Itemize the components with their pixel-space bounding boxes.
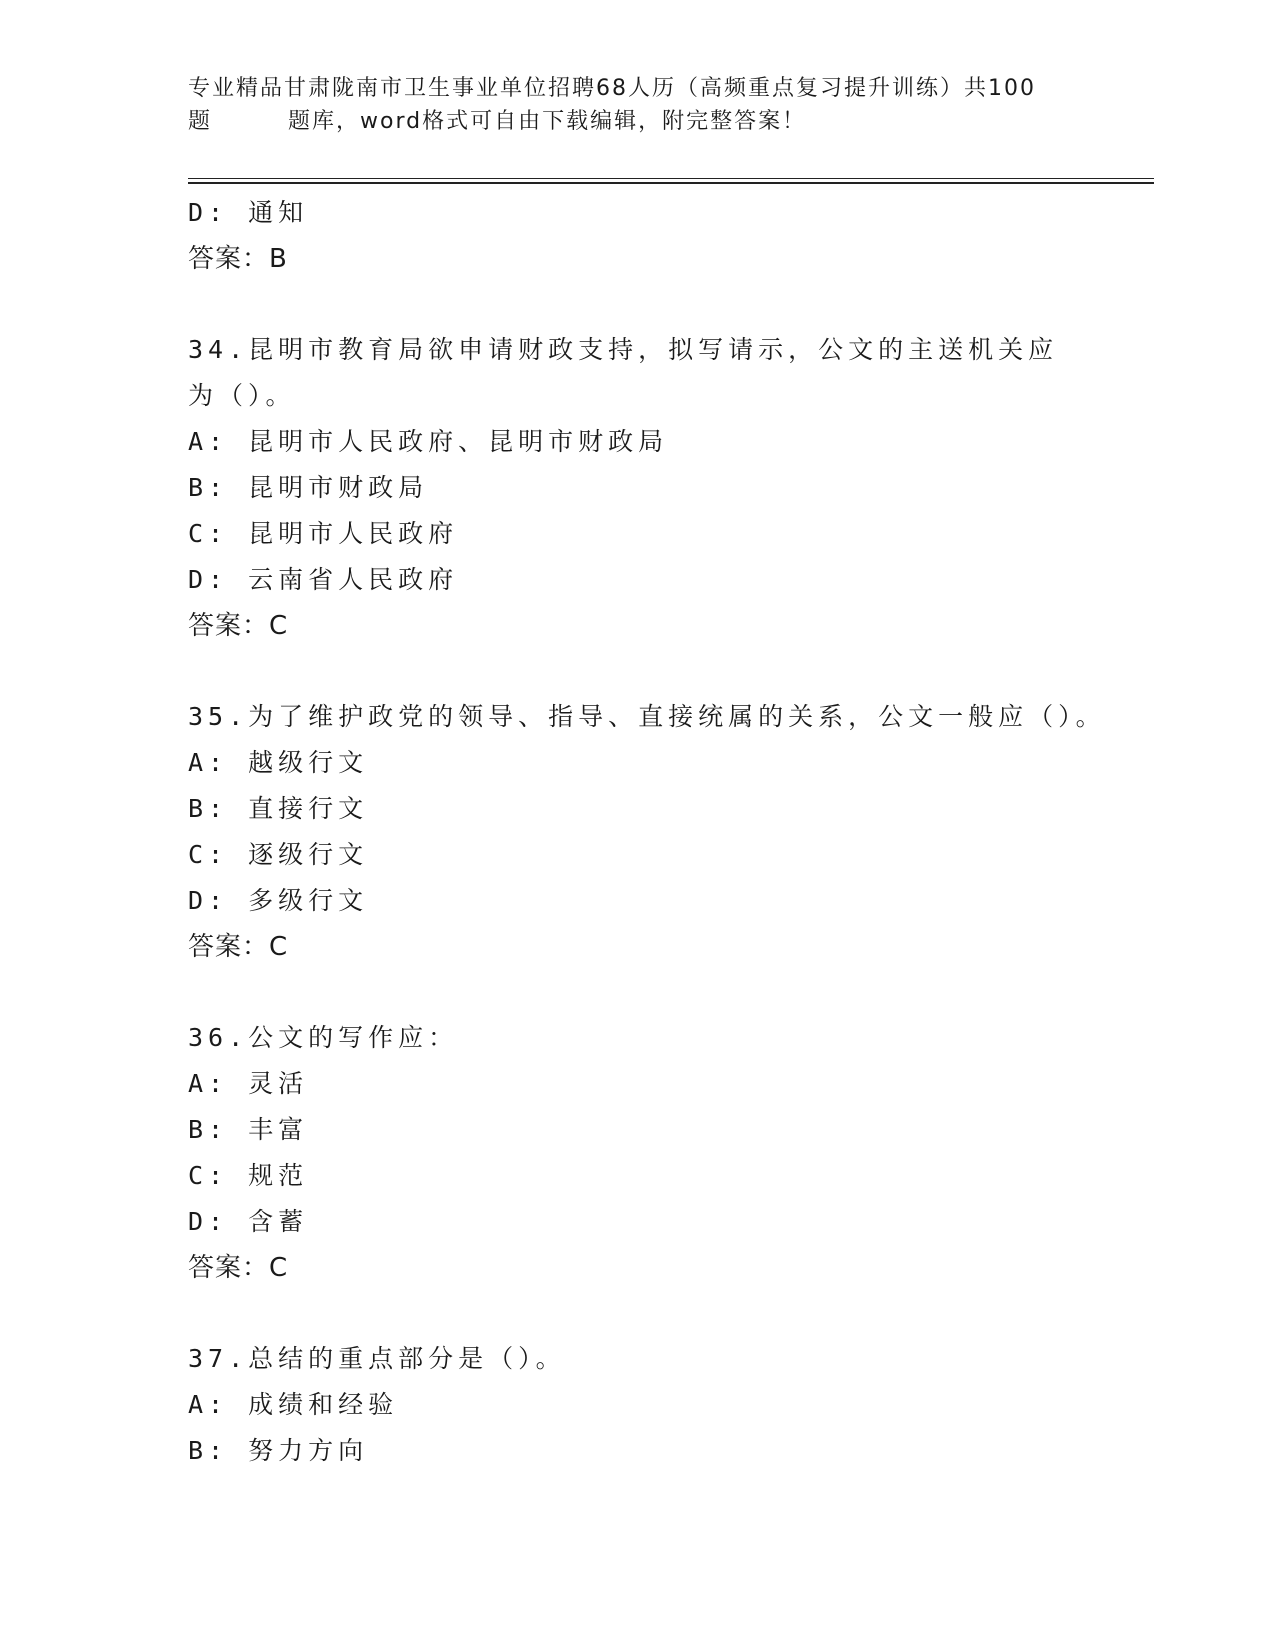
answer-line: 答案：B bbox=[188, 244, 288, 274]
header-divider-thick bbox=[188, 182, 1154, 184]
option-b: B: 昆明市财政局 bbox=[188, 473, 429, 502]
option-a: A: 昆明市人民政府、昆明市财政局 bbox=[188, 427, 669, 456]
option-b: B: 直接行文 bbox=[188, 794, 369, 823]
answer-line: 答案：C bbox=[188, 932, 289, 962]
spacer bbox=[188, 1291, 1088, 1336]
option-a: A: 越级行文 bbox=[188, 748, 369, 777]
option-d: D: 通知 bbox=[188, 198, 309, 227]
option-b: B: 努力方向 bbox=[188, 1436, 369, 1465]
page-header bbox=[188, 72, 1088, 138]
question-stem: 35.为了维护政党的领导、指导、直接统属的关系，公文一般应（）。 bbox=[188, 702, 1106, 731]
answer-line: 答案：C bbox=[188, 1253, 289, 1283]
option-c: C: 逐级行文 bbox=[188, 840, 369, 869]
option-d: D: 多级行文 bbox=[188, 886, 369, 915]
option-c: C: 昆明市人民政府 bbox=[188, 519, 459, 548]
option-a: A: 灵活 bbox=[188, 1069, 309, 1098]
spacer bbox=[188, 282, 1088, 327]
header-divider-thin bbox=[188, 178, 1154, 179]
spacer bbox=[188, 649, 1088, 694]
header-title-line2-start: 题 bbox=[188, 109, 213, 134]
option-b: B: 丰富 bbox=[188, 1115, 309, 1144]
question-stem: 34.昆明市教育局欲申请财政支持，拟写请示，公文的主送机关应为（）。 bbox=[188, 335, 1059, 410]
answer-line: 答案：C bbox=[188, 611, 289, 641]
option-d: D: 云南省人民政府 bbox=[188, 565, 459, 594]
header-title-line1: 专业精品甘肃陇南市卫生事业单位招聘68人历（高频重点复习提升训练）共100 bbox=[188, 76, 1036, 101]
option-a: A: 成绩和经验 bbox=[188, 1390, 399, 1419]
option-c: C: 规范 bbox=[188, 1161, 309, 1190]
header-title-line2-rest: 题库，word格式可自由下载编辑，附完整答案！ bbox=[288, 109, 807, 134]
question-stem: 37.总结的重点部分是（）。 bbox=[188, 1344, 566, 1373]
question-content bbox=[188, 190, 1106, 1474]
question-stem: 36.公文的写作应： bbox=[188, 1023, 459, 1052]
header-title-line2 bbox=[188, 105, 1088, 138]
spacer bbox=[188, 970, 1088, 1015]
option-d: D: 含蓄 bbox=[188, 1207, 309, 1236]
